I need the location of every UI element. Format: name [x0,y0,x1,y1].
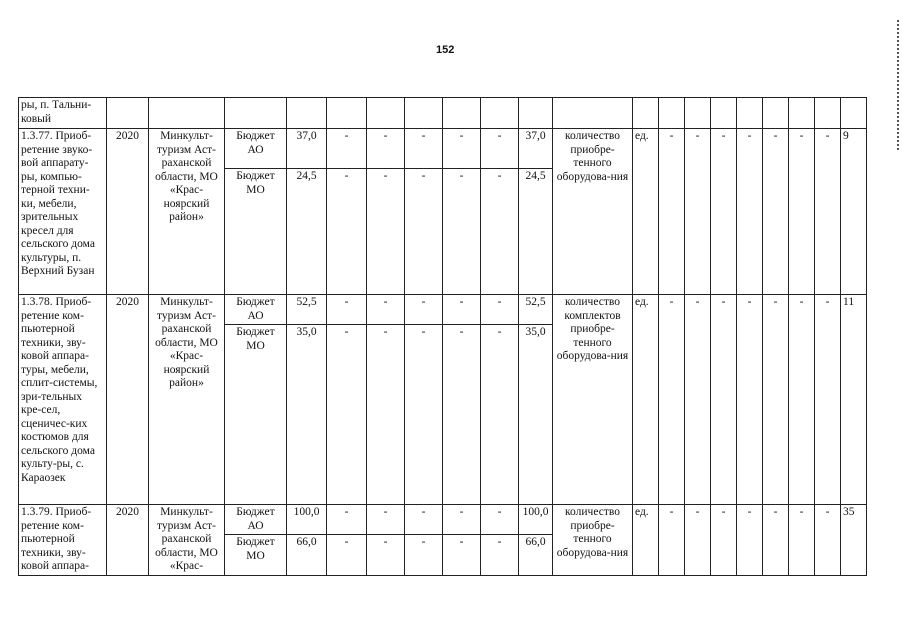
indicator-value: - [685,129,711,295]
funding-year-value: - [443,325,481,505]
indicator-value: - [789,505,815,576]
indicator-value: - [711,505,737,576]
indicator-value: - [659,295,685,505]
funding-year-value: - [481,129,519,169]
table-row [19,295,867,325]
indicator-value: - [685,295,711,505]
funding-source: Бюджет МО [225,535,287,575]
funding-total: 24,5 [287,169,327,295]
funding-year-value: - [327,295,367,325]
table-row [19,505,867,535]
event-cell: 1.3.78. Приоб-ретение ком-пьютерной техники, зву-ковой аппара-туры, мебели, сплит-системы, зри-тельных кре-сел, сценичес-ких костюмов для сельского дома культу-ры, с. Караозек [19,295,107,505]
funding-total: 35,0 [287,325,327,505]
indicator-cell: количество комплектов приобре-тенного оборудова-ния [553,295,633,505]
funding-total: 52,5 [287,295,327,325]
indicator-cell: количество приобре-тенного оборудова-ния [553,129,633,295]
executor-cell: Минкульт-туризм Аст-раханской области, МО «Крас- [149,505,225,576]
indicator-value: - [815,295,841,505]
funding-year-value: - [405,505,443,535]
funding-year-value: - [481,325,519,505]
funding-year-value: - [367,505,405,535]
indicator-cell: количество приобре-тенного оборудова-ния [553,505,633,576]
funding-year-value: - [405,169,443,295]
funding-total: 37,0 [287,129,327,169]
indicator-final-value: 35 [841,505,867,576]
indicator-value: - [659,129,685,295]
executor-cell: Минкульт-туризм Аст-раханской области, МО «Крас-ноярский район» [149,129,225,295]
indicator-value: - [737,129,763,295]
funding-year-value: - [481,295,519,325]
funding-year-value: - [405,535,443,575]
year-cell: 2020 [107,129,149,295]
funding-year-value: - [443,129,481,169]
indicator-value: - [763,295,789,505]
indicator-value: - [711,295,737,505]
year-cell: 2020 [107,295,149,505]
funding-year-value: - [367,295,405,325]
scan-edge-mark [897,20,900,150]
indicator-final-value: 9 [841,129,867,295]
funding-total: 100,0 [287,505,327,535]
funding-source: Бюджет МО [225,169,287,295]
indicator-value: - [815,505,841,576]
indicator-value: - [659,505,685,576]
funding-year-value: - [443,169,481,295]
funding-year-value: - [327,535,367,575]
funding-year-value: - [443,295,481,325]
funding-year-value: - [405,325,443,505]
indicator-value: - [789,129,815,295]
funding-last-value: 52,5 [519,295,553,325]
funding-year-value: - [327,169,367,295]
indicator-final-value: 11 [841,295,867,505]
table-row [19,129,867,169]
indicator-value: - [815,129,841,295]
funding-year-value: - [327,505,367,535]
funding-year-value: - [367,535,405,575]
funding-year-value: - [367,325,405,505]
funding-last-value: 100,0 [519,505,553,535]
executor-cell: Минкульт-туризм Аст-раханской области, МО «Крас-ноярский район» [149,295,225,505]
indicator-value: - [711,129,737,295]
funding-total: 66,0 [287,535,327,575]
funding-year-value: - [367,169,405,295]
event-cell: 1.3.79. Приоб-ретение ком-пьютерной техники, зву-ковой аппара- [19,505,107,576]
funding-source: Бюджет АО [225,505,287,535]
funding-year-value: - [367,129,405,169]
funding-last-value: 37,0 [519,129,553,169]
funding-year-value: - [327,325,367,505]
event-cell: ры, п. Тальни-ковый [19,98,107,129]
page-number: 152 [436,44,455,56]
funding-last-value: 35,0 [519,325,553,505]
indicator-value: - [763,505,789,576]
funding-last-value: 24,5 [519,169,553,295]
funding-source: Бюджет МО [225,325,287,505]
funding-year-value: - [327,129,367,169]
funding-year-value: - [481,169,519,295]
funding-source: Бюджет АО [225,295,287,325]
funding-year-value: - [443,505,481,535]
event-cell: 1.3.77. Приоб-ретение звуко-вой аппарату-ры, компью-терной техни-ки, мебели, зрительных кресел для сельского дома культуры, п. Верхний Бузан [19,129,107,295]
funding-year-value: - [405,295,443,325]
table-row [19,98,867,129]
indicator-value: - [789,295,815,505]
indicator-value: - [737,295,763,505]
funding-last-value: 66,0 [519,535,553,575]
indicator-value: - [737,505,763,576]
indicator-value: - [685,505,711,576]
year-cell: 2020 [107,505,149,576]
program-table [18,97,867,576]
funding-year-value: - [481,535,519,575]
unit-cell: ед. [633,295,659,505]
funding-year-value: - [405,129,443,169]
unit-cell: ед. [633,129,659,295]
funding-source: Бюджет АО [225,129,287,169]
funding-year-value: - [481,505,519,535]
unit-cell: ед. [633,505,659,576]
indicator-value: - [763,129,789,295]
funding-year-value: - [443,535,481,575]
